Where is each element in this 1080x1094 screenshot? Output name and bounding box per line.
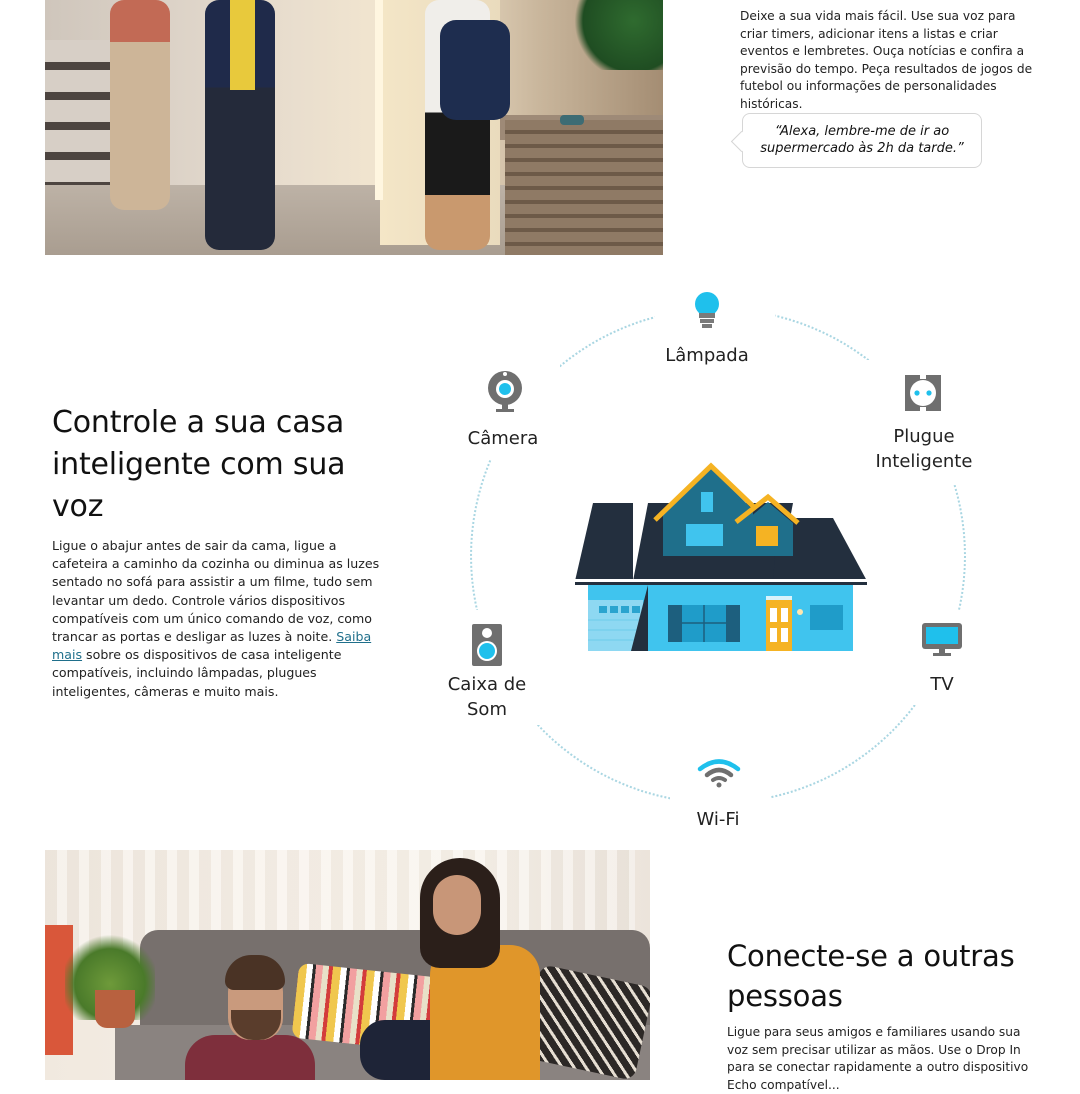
tv-icon xyxy=(922,623,962,657)
woman-face xyxy=(433,875,481,935)
cabinet xyxy=(505,120,663,255)
voice-command-quote: “Alexa, lembre-me de ir ao supermercado às 2h da tarde.” xyxy=(760,124,964,156)
device-label-tv: TV xyxy=(930,674,954,695)
device-label-smart-plug: Plugue Inteligente xyxy=(875,426,973,472)
family-entrance-photo xyxy=(45,0,663,255)
intro-paragraph: Deixe a sua vida mais fácil. Use sua voz para criar timers, adicionar itens a listas e criar eventos e lembretes. Ouça notícias e confira a previsão do tempo. Peça resultados de jogos de futebol ou informações de personalidades históricas. xyxy=(740,9,1033,111)
smart-home-paragraph xyxy=(52,537,382,701)
girl-shirt xyxy=(230,0,255,90)
smart-home-heading: Controle a sua casa inteligente com sua voz xyxy=(52,405,346,524)
connect-paragraph: Ligue para seus amigos e familiares usando sua voz sem precisar utilizar as mãos. Use o Drop In para se conectar rapidamente a outro dispositivo Echo compatível... xyxy=(727,1025,1029,1092)
device-label-lampada: Lâmpada xyxy=(665,345,749,366)
learn-more-link[interactable]: Saiba mais xyxy=(52,629,372,663)
light-bulb-icon xyxy=(692,292,722,334)
speaker-icon xyxy=(472,624,502,666)
voice-command-bubble xyxy=(742,113,982,168)
door-light xyxy=(375,0,383,200)
wifi-icon xyxy=(697,758,741,788)
man-shirt xyxy=(185,1035,315,1080)
adult-figure xyxy=(110,0,170,210)
smart-plug-icon xyxy=(905,375,941,411)
house-illustration xyxy=(573,460,869,655)
device-label-wifi: Wi-Fi xyxy=(696,809,740,830)
camera-icon xyxy=(487,370,523,414)
smart-home-text-continued: sobre os dispositivos de casa inteligente compatíveis, incluindo lâmpadas, plugues inteligentes, câmeras e muito mais. xyxy=(52,647,342,699)
couple-sofa-photo xyxy=(45,850,650,1080)
smart-home-text: Ligue o abajur antes de sair da cama, ligue a cafeteira a caminho da cozinha ou diminua as luzes sentado no sofá para assistir a um filme, tudo sem levantar um dedo. Controle vários dispositivos compatíveis com um único comando de voz, como trancar as portas e desligar as luzes à noite. xyxy=(52,538,380,645)
plant-pot xyxy=(95,990,135,1028)
device-label-camera: Câmera xyxy=(467,428,539,449)
device-label-speaker: Caixa de Som xyxy=(447,674,527,720)
plant xyxy=(565,0,663,70)
connect-heading: Conecte-se a outras pessoas xyxy=(727,939,1015,1013)
backpack xyxy=(440,20,510,120)
echo-device xyxy=(560,115,584,125)
